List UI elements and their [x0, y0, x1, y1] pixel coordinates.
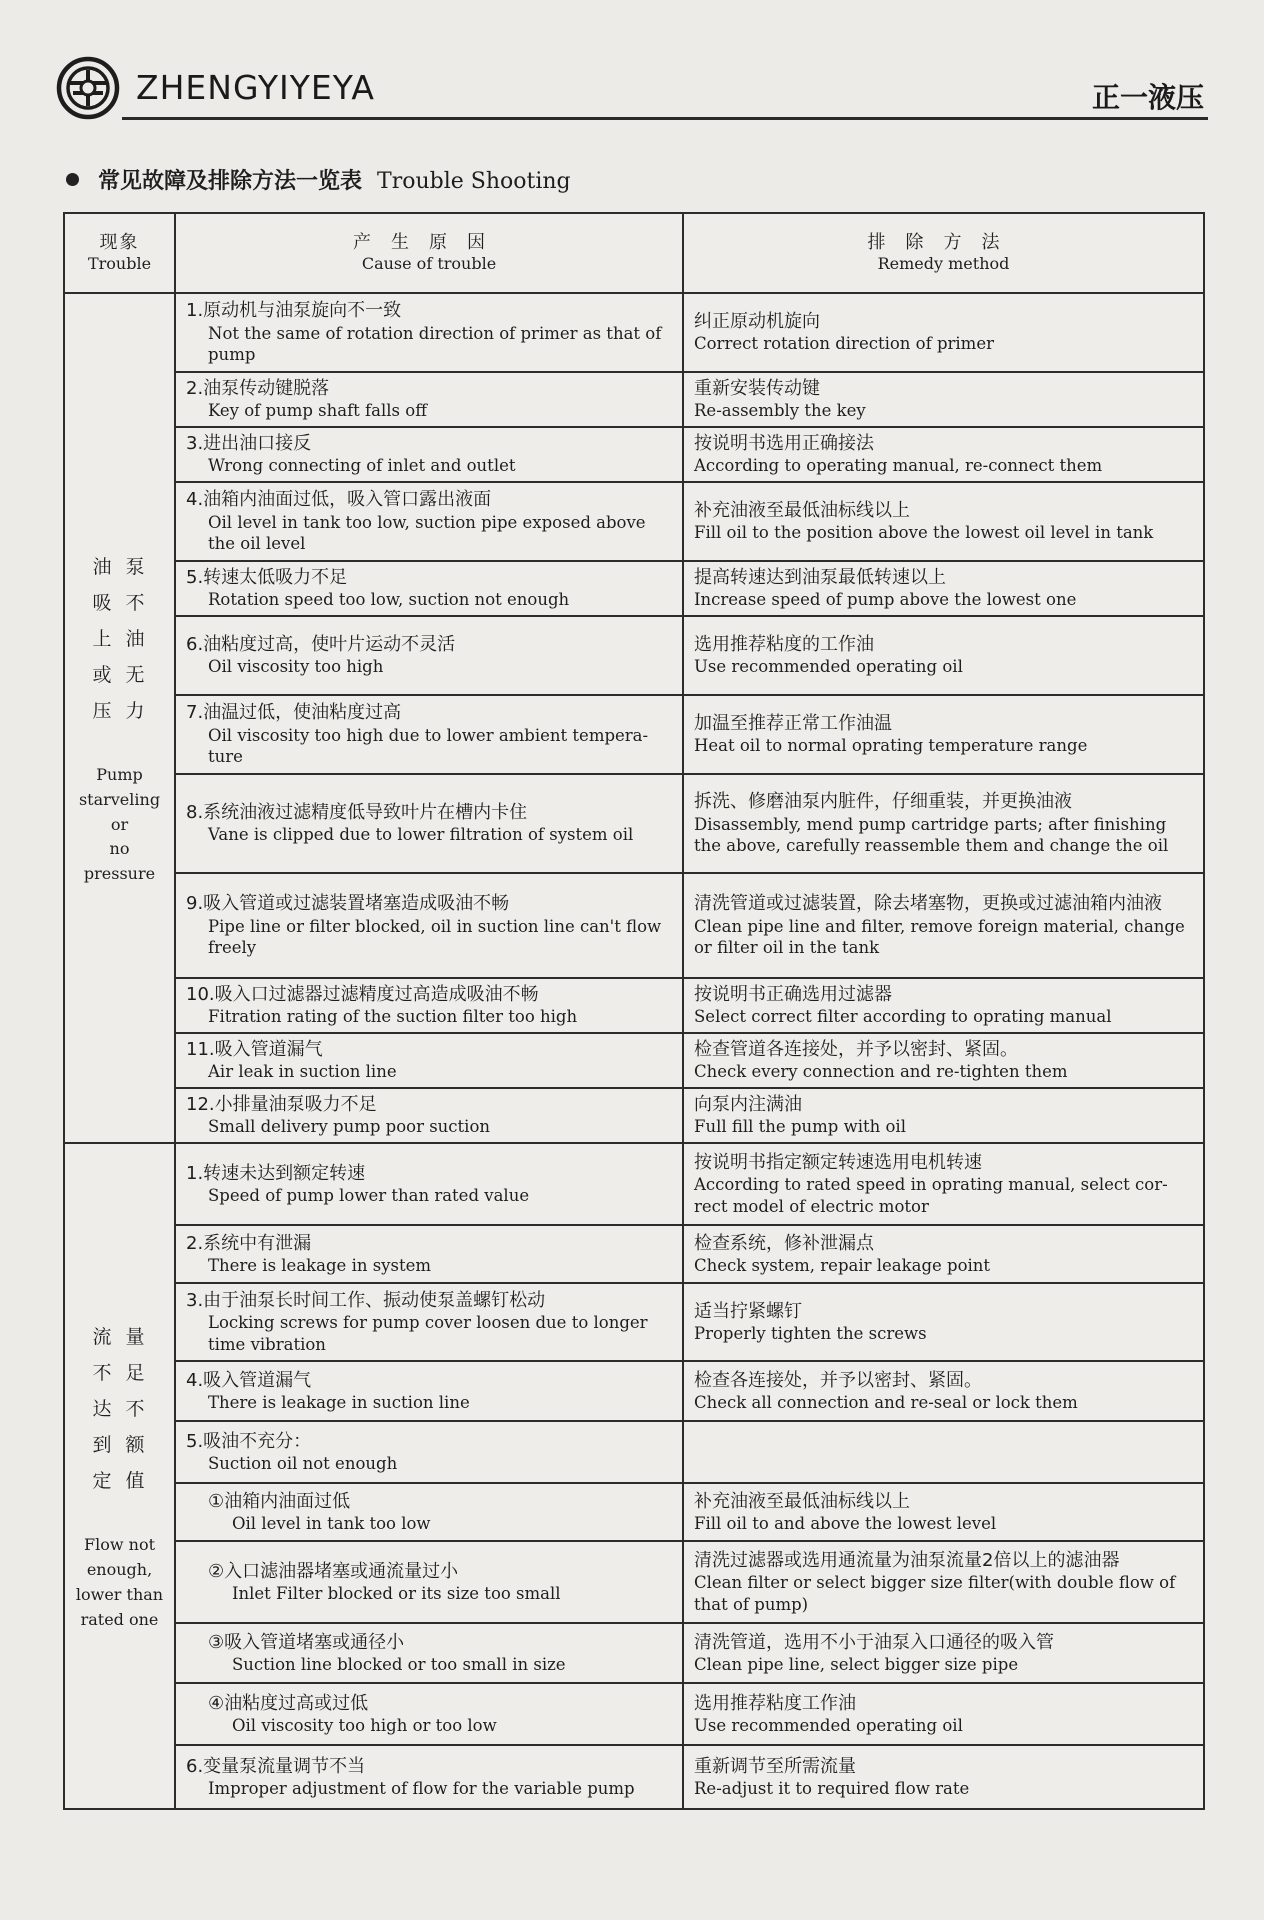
remedy-cn: 按说明书正确选用过滤器 — [694, 984, 892, 1006]
trouble-label-cn: 流量 — [92, 1326, 159, 1349]
cause-cn: 5.转速太低吸力不足 — [186, 567, 348, 589]
remedy-cell — [683, 616, 1204, 695]
remedy-en: Use recommended operating oil — [694, 657, 963, 677]
table-row — [64, 1541, 1204, 1623]
cause-cn: 8.系统油液过滤精度低导致叶片在槽内卡住 — [186, 802, 528, 824]
remedy-cell — [683, 1745, 1204, 1809]
cause-cell — [175, 774, 683, 873]
cause-cn: ①油箱内油面过低 — [208, 1490, 351, 1512]
remedy-cn: 补充油液至最低油标线以上 — [694, 500, 910, 522]
remedy-en: Properly tighten the screws — [694, 1323, 927, 1343]
remedy-en: Heat oil to normal oprating temperature range — [694, 736, 1088, 756]
trouble-label-en — [75, 763, 164, 887]
table-row — [64, 1088, 1204, 1143]
table-row — [64, 1361, 1204, 1421]
table-row — [64, 1033, 1204, 1088]
table-row — [64, 372, 1204, 427]
cause-cell — [175, 293, 683, 372]
trouble-label-en — [75, 1533, 164, 1632]
trouble-label-cn: 到额 — [92, 1434, 159, 1457]
remedy-cell — [683, 482, 1204, 561]
cause-cell — [175, 616, 683, 695]
cause-cell — [175, 1683, 683, 1745]
cause-cn: 3.进出油口接反 — [186, 433, 312, 455]
remedy-cell — [683, 1143, 1204, 1225]
remedy-cn: 按说明书指定额定转速选用电机转速 — [694, 1151, 982, 1173]
cause-cn: 2.系统中有泄漏 — [186, 1232, 312, 1254]
table-row — [64, 978, 1204, 1033]
table-row — [64, 293, 1204, 372]
remedy-en: Re-assembly the key — [694, 401, 866, 421]
remedy-cell — [683, 1683, 1204, 1745]
section-title — [66, 164, 571, 195]
remedy-cell — [683, 293, 1204, 372]
remedy-cell — [683, 561, 1204, 616]
trouble-label-cn: 油泵 — [92, 556, 159, 578]
remedy-en: Select correct filter according to oprating manual — [694, 1007, 1112, 1027]
trouble-label-en-line: Flow not — [84, 1535, 155, 1555]
remedy-cell — [683, 372, 1204, 427]
remedy-cell — [683, 873, 1204, 978]
cause-cell — [175, 1361, 683, 1421]
cause-en: Suction oil not enough — [208, 1453, 398, 1473]
table-row — [64, 1623, 1204, 1683]
remedy-cell — [683, 1033, 1204, 1088]
remedy-cell — [683, 1283, 1204, 1361]
cause-cn: 3.由于油泵长时间工作、振动使泵盖螺钉松动 — [186, 1289, 546, 1311]
cause-cell — [175, 561, 683, 616]
remedy-cell — [683, 1483, 1204, 1541]
remedy-cn: 检查各连接处，并予以密封、紧固。 — [694, 1369, 982, 1391]
cause-cell — [175, 1143, 683, 1225]
trouble-label-cn: 或无 — [92, 664, 159, 686]
trouble-label-cn: 定值 — [92, 1470, 159, 1493]
cause-cn: 4.油箱内油面过低，吸入管口露出液面 — [186, 489, 492, 511]
table-row — [64, 1683, 1204, 1745]
page-header — [52, 50, 1208, 122]
cause-cn: 2.油泵传动键脱落 — [186, 378, 330, 400]
table-row — [64, 695, 1204, 774]
cause-cell — [175, 427, 683, 482]
cause-cell — [175, 1088, 683, 1143]
remedy-en: According to operating manual, re-connect them — [694, 456, 1103, 476]
table-row — [64, 1225, 1204, 1283]
remedy-cn: 向泵内注满油 — [694, 1094, 802, 1116]
cause-cn: ②入口滤油器堵塞或通流量过小 — [208, 1560, 459, 1582]
remedy-cn: 适当拧紧螺钉 — [694, 1300, 802, 1322]
remedy-en: Check system, repair leakage point — [694, 1255, 991, 1275]
table-row — [64, 1283, 1204, 1361]
cause-en: Rotation speed too low, suction not enough — [208, 590, 570, 610]
trouble-label-en-line: lower than — [75, 1585, 164, 1604]
trouble-label-en-line: Pump — [96, 765, 143, 784]
remedy-en: Fill oil to and above the lowest level — [694, 1513, 997, 1533]
table-row — [64, 427, 1204, 482]
remedy-en: Use recommended operating oil — [694, 1715, 963, 1735]
remedy-en: Clean pipe line and filter, remove foreign material, change or filter oil in the tank — [694, 916, 1185, 958]
cause-en: Vane is clipped due to lower filtration of system oil — [208, 825, 634, 845]
trouble-label-en-line: enough, — [86, 1560, 153, 1580]
cause-en: Speed of pump lower than rated value — [208, 1185, 530, 1205]
remedy-cell — [683, 978, 1204, 1033]
cause-en: Not the same of rotation direction of primer as that of pump — [208, 323, 662, 365]
cause-en: Fitration rating of the suction filter too high — [208, 1007, 578, 1027]
cause-cn: 11.吸入管道漏气 — [186, 1039, 323, 1061]
cause-cn: 1.转速未达到额定转速 — [186, 1162, 366, 1184]
cause-cell — [175, 1225, 683, 1283]
cause-en: Suction line blocked or too small in size — [232, 1654, 566, 1674]
remedy-en: Disassembly, mend pump cartridge parts; after finishing the above, carefully reassemble them and change the oil — [694, 814, 1169, 856]
table-row — [64, 561, 1204, 616]
remedy-en: Fill oil to the position above the lowest oil level in tank — [694, 523, 1154, 543]
trouble-label-cn: 上油 — [92, 628, 159, 650]
table-row — [64, 1143, 1204, 1225]
section-title-en: Trouble Shooting — [377, 169, 571, 194]
remedy-cn: 按说明书选用正确接法 — [694, 433, 874, 455]
cause-en: Oil viscosity too high — [208, 657, 384, 677]
cause-cell — [175, 873, 683, 978]
cause-cell — [175, 1483, 683, 1541]
remedy-en: Check all connection and re-seal or lock them — [694, 1392, 1078, 1412]
remedy-cn: 提高转速达到油泵最低转速以上 — [694, 567, 946, 589]
trouble-cell — [64, 1143, 175, 1809]
remedy-cn: 拆洗、修磨油泵内脏件，仔细重装，并更换油液 — [694, 791, 1072, 813]
remedy-cell — [683, 1088, 1204, 1143]
cause-cn: 7.油温过低，使油粘度过高 — [186, 702, 402, 724]
header-remedy: 排除方法 Remedy method — [683, 213, 1204, 293]
trouble-label-cn: 压力 — [92, 700, 159, 722]
cause-cn: 10.吸入口过滤器过滤精度过高造成吸油不畅 — [186, 984, 539, 1006]
trouble-label-en-line: starveling or — [78, 789, 161, 834]
cause-en: Pipe line or filter blocked, oil in suction line can't flow freely — [208, 916, 662, 958]
remedy-cn: 清洗过滤器或选用通流量为油泵流量2倍以上的滤油器 — [694, 1549, 1120, 1571]
table-row — [64, 616, 1204, 695]
cause-cn: 4.吸入管道漏气 — [186, 1369, 312, 1391]
trouble-shooting-table — [63, 212, 1205, 1810]
cause-cn: 6.油粘度过高，使叶片运动不灵活 — [186, 634, 456, 656]
cause-cn: ④油粘度过高或过低 — [208, 1692, 369, 1714]
cause-cell — [175, 482, 683, 561]
remedy-cn: 重新调节至所需流量 — [694, 1755, 856, 1777]
section-title-cn: 常见故障及排除方法一览表 — [98, 169, 363, 194]
remedy-en: Re-adjust it to required flow rate — [694, 1778, 970, 1798]
trouble-label-cn: 不足 — [92, 1362, 159, 1385]
remedy-cell — [683, 1225, 1204, 1283]
cause-en: There is leakage in system — [208, 1255, 432, 1275]
remedy-en: Increase speed of pump above the lowest one — [694, 590, 1077, 610]
remedy-cn: 检查系统，修补泄漏点 — [694, 1232, 874, 1254]
cause-en: Air leak in suction line — [208, 1062, 397, 1082]
header-trouble: 现象 Trouble — [64, 213, 175, 293]
remedy-cell — [683, 774, 1204, 873]
remedy-cn: 清洗管道，选用不小于油泵入口通径的吸入管 — [694, 1631, 1054, 1653]
cause-cell — [175, 1623, 683, 1683]
remedy-cn: 纠正原动机旋向 — [694, 311, 820, 333]
remedy-cn: 重新安装传动键 — [694, 378, 820, 400]
cause-cn: 5.吸油不充分： — [186, 1430, 312, 1452]
cause-cn: 6.变量泵流量调节不当 — [186, 1755, 366, 1777]
cause-cn: 9.吸入管道或过滤装置堵塞造成吸油不畅 — [186, 893, 510, 915]
cause-cn: 12.小排量油泵吸力不足 — [186, 1094, 377, 1116]
cause-en: Inlet Filter blocked or its size too small — [232, 1583, 561, 1603]
table-header-row — [64, 213, 1204, 293]
remedy-cell — [683, 427, 1204, 482]
brand-name-cn: 正一液压 — [1091, 81, 1204, 114]
remedy-cell — [683, 1421, 1204, 1483]
header-cause: 产生原因 Cause of trouble — [175, 213, 683, 293]
cause-en: Oil level in tank too low, suction pipe exposed above the oil level — [208, 512, 646, 554]
cause-en: Wrong connecting of inlet and outlet — [208, 456, 516, 476]
cause-en: There is leakage in suction line — [208, 1392, 470, 1412]
cause-en: Improper adjustment of flow for the variable pump — [208, 1778, 635, 1798]
cause-cell — [175, 695, 683, 774]
cause-cell — [175, 372, 683, 427]
table-row — [64, 482, 1204, 561]
trouble-label-cn: 达不 — [92, 1398, 159, 1421]
cause-cell — [175, 1283, 683, 1361]
cause-en: Oil viscosity too high or too low — [232, 1715, 497, 1735]
cause-en: Oil level in tank too low — [232, 1513, 431, 1533]
table-row — [64, 1483, 1204, 1541]
cause-cell — [175, 978, 683, 1033]
remedy-cell — [683, 695, 1204, 774]
trouble-label-cn: 吸不 — [92, 592, 159, 614]
remedy-cell — [683, 1541, 1204, 1623]
remedy-cn: 补充油液至最低油标线以上 — [694, 1490, 910, 1512]
header-divider — [122, 117, 1208, 120]
remedy-en: Check every connection and re-tighten them — [694, 1062, 1068, 1082]
bullet-icon — [66, 173, 79, 186]
cause-en: Locking screws for pump cover loosen due to longer time vibration — [208, 1313, 648, 1354]
trouble-label-en-line: no pressure — [83, 839, 156, 884]
cause-cn: 1.原动机与油泵旋向不一致 — [186, 300, 402, 322]
remedy-cn: 加温至推荐正常工作油温 — [694, 713, 892, 735]
remedy-cn: 选用推荐粘度的工作油 — [694, 634, 874, 656]
cause-cn: ③吸入管道堵塞或通径小 — [208, 1631, 405, 1653]
cause-cell — [175, 1421, 683, 1483]
remedy-cn: 清洗管道或过滤装置，除去堵塞物，更换或过滤油箱内油液 — [694, 893, 1162, 915]
cause-en: Oil viscosity too high due to lower ambient tempera-ture — [208, 725, 649, 767]
circular-company-logo-icon — [56, 56, 120, 120]
table-row — [64, 873, 1204, 978]
cause-cell — [175, 1541, 683, 1623]
remedy-en: Correct rotation direction of primer — [694, 334, 994, 354]
brand-name: ZHENGYIYEYA — [136, 68, 375, 107]
table-row — [64, 1745, 1204, 1809]
remedy-en: According to rated speed in oprating manual, select cor-rect model of electric motor — [694, 1175, 1168, 1216]
cause-en: Small delivery pump poor suction — [208, 1117, 491, 1137]
remedy-cell — [683, 1361, 1204, 1421]
trouble-label-en-line: rated one — [80, 1609, 159, 1629]
cause-cell — [175, 1745, 683, 1809]
cause-cell — [175, 1033, 683, 1088]
remedy-en: Clean filter or select bigger size filter(with double flow of that of pump) — [694, 1573, 1176, 1614]
trouble-cell — [64, 293, 175, 1143]
remedy-en: Clean pipe line, select bigger size pipe — [694, 1654, 1019, 1674]
table-row — [64, 774, 1204, 873]
remedy-cn: 选用推荐粘度工作油 — [694, 1692, 856, 1714]
remedy-cn: 检查管道各连接处，并予以密封、紧固。 — [694, 1039, 1018, 1061]
remedy-en: Full fill the pump with oil — [694, 1117, 906, 1137]
remedy-cell — [683, 1623, 1204, 1683]
table-row — [64, 1421, 1204, 1483]
cause-en: Key of pump shaft falls off — [208, 401, 427, 421]
